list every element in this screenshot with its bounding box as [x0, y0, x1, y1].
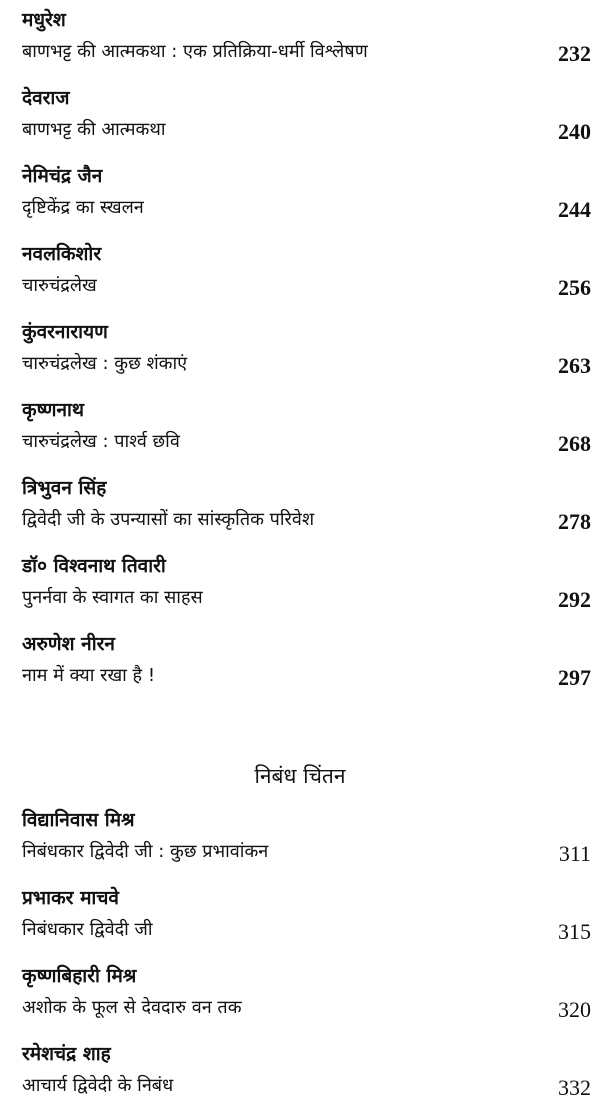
toc-entry: [22, 86, 594, 156]
entry-author: नवलकिशोर: [22, 243, 102, 265]
entry-author: नेमिचंद्र जैन: [22, 165, 103, 187]
toc-entry: [22, 476, 594, 546]
entry-author: त्रिभुवन सिंह: [22, 477, 107, 499]
toc-entry: [22, 164, 594, 234]
toc-entry: [22, 398, 594, 468]
entry-page-number: 278: [558, 509, 591, 534]
entry-author: कृष्णबिहारी मिश्र: [22, 965, 137, 987]
entry-page-number: 240: [558, 119, 591, 144]
entry-title: नाम में क्या रखा है !: [22, 665, 156, 686]
section-heading: निबंध चिंतन: [254, 764, 346, 788]
toc-entry: [22, 886, 594, 956]
entry-title: निबंधकार द्विवेदी जी: [22, 919, 153, 940]
entry-page-number: 332: [558, 1075, 591, 1100]
toc-entry: [22, 632, 594, 702]
toc-entry: [22, 554, 594, 624]
toc-entry: [22, 1042, 594, 1112]
entry-title: चारुचंद्रलेख: [22, 275, 97, 296]
entry-title: बाणभट्ट की आत्मकथा: [22, 119, 166, 140]
entry-title: आचार्य द्विवेदी के निबंध: [22, 1075, 174, 1096]
entry-page-number: 268: [558, 431, 591, 456]
entry-title: बाणभट्ट की आत्मकथा : एक प्रतिक्रिया-धर्मी विश्लेषण: [22, 41, 368, 62]
entry-author: डॉ० विश्वनाथ तिवारी: [22, 555, 166, 577]
entry-title: चारुचंद्रलेख : कुछ शंकाएं: [22, 353, 188, 374]
toc-entry: [22, 964, 594, 1034]
toc-entry: [22, 242, 594, 312]
entry-author: मधुरेश: [22, 9, 66, 31]
entry-page-number: 320: [558, 997, 591, 1022]
entry-author: विद्यानिवास मिश्र: [22, 809, 135, 831]
entry-author: कुंवरनारायण: [22, 321, 108, 343]
toc-entry: [22, 8, 594, 78]
toc-entry: [22, 808, 594, 878]
entry-page-number: 292: [558, 587, 591, 612]
entry-page-number: 256: [558, 275, 591, 300]
entry-title: निबंधकार द्विवेदी जी : कुछ प्रभावांकन: [22, 841, 269, 862]
entry-author: अरुणेश नीरन: [22, 633, 115, 655]
entry-title: चारुचंद्रलेख : पार्श्व छवि: [22, 431, 180, 452]
entry-title: दृष्टिकेंद्र का स्खलन: [22, 197, 144, 218]
entry-title: पुनर्नवा के स्वागत का साहस: [22, 587, 203, 608]
toc-entry: [22, 320, 594, 390]
entry-page-number: 263: [558, 353, 591, 378]
entry-author: देवराज: [22, 87, 70, 109]
entry-title: अशोक के फूल से देवदारु वन तक: [22, 997, 242, 1018]
entry-page-number: 297: [558, 665, 591, 690]
entry-page-number: 232: [558, 41, 591, 66]
entry-author: प्रभाकर माचवे: [22, 887, 119, 909]
entry-page-number: 244: [558, 197, 591, 222]
entry-author: कृष्णनाथ: [22, 399, 85, 421]
entry-page-number: 315: [558, 919, 591, 944]
entry-page-number: 311: [558, 841, 591, 866]
entry-title: द्विवेदी जी के उपन्यासों का सांस्कृतिक परिवेश: [22, 509, 315, 530]
entry-author: रमेशचंद्र शाह: [22, 1043, 111, 1065]
